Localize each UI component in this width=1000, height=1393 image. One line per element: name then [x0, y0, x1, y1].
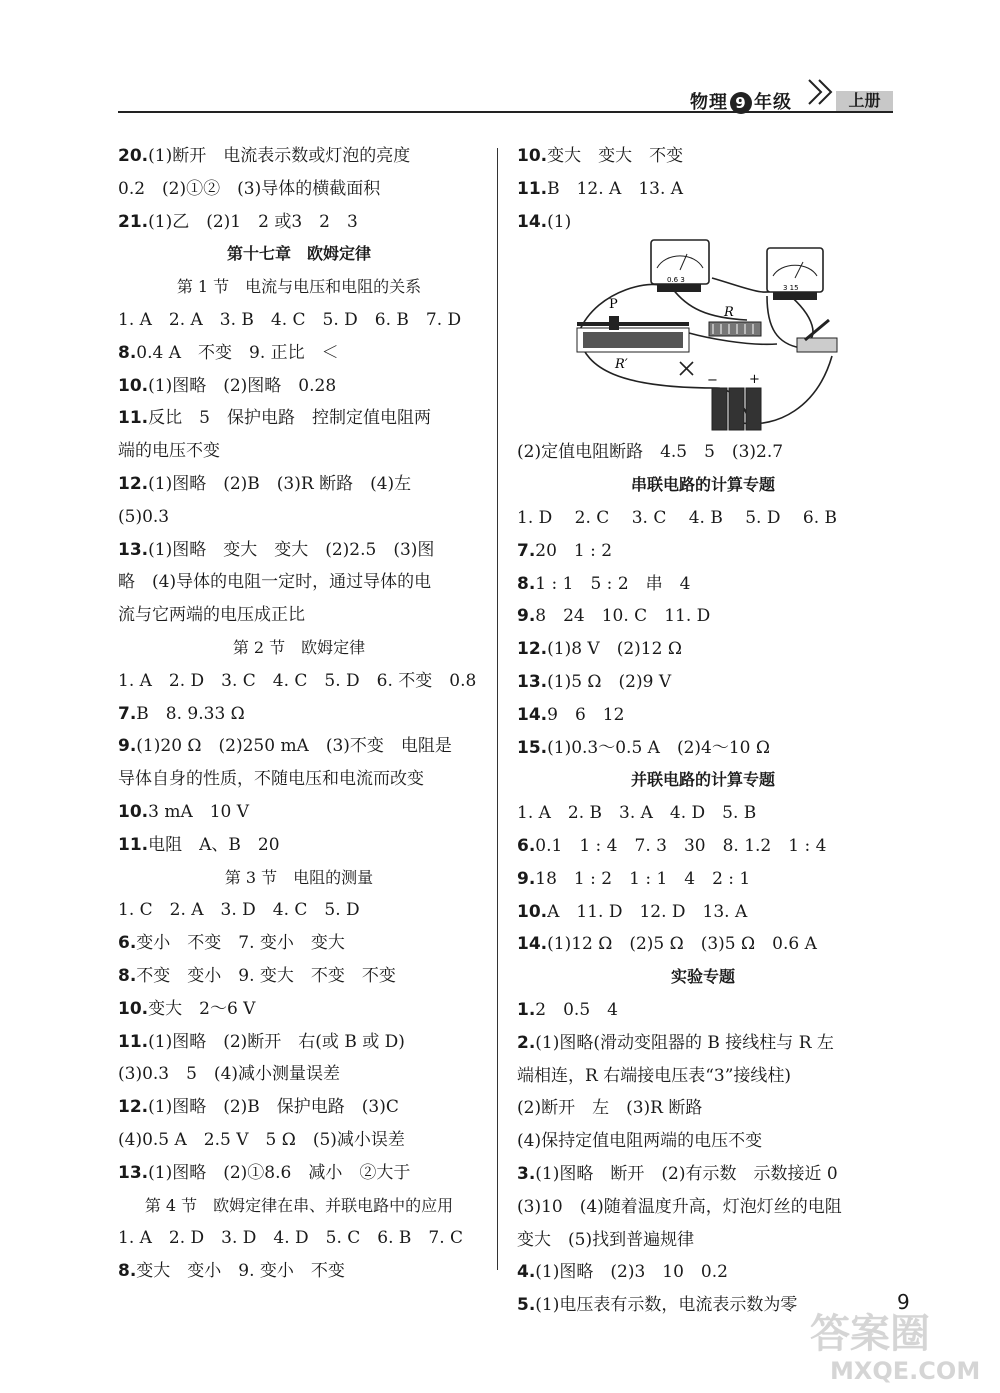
- question-number: 12.: [517, 639, 548, 660]
- answer-line: [118, 468, 480, 501]
- answer-text: 变小 不变 7. 变小 变大: [136, 933, 345, 954]
- answer-text: 8 24 10. C 11. D: [535, 606, 711, 627]
- answer-text: 变大 变小 9. 变小 不变: [136, 1261, 345, 1282]
- subsection-title: 第 3 节 电阻的测量: [224, 867, 374, 887]
- switch-icon: [797, 320, 837, 352]
- answer-text: (1)乙 (2)1 2 或3 2 3: [148, 211, 358, 232]
- answer-text: 流与它两端的电压成正比: [118, 605, 305, 626]
- question-number: 13.: [118, 539, 149, 560]
- answer-text: 端相连，R 右端接电压表“3”接线柱): [517, 1065, 792, 1086]
- question-number: 7.: [118, 703, 137, 724]
- answer-line: [517, 535, 889, 568]
- answer-text: (1)断开 电流表示数或灯泡的亮度: [148, 146, 411, 166]
- answer-text: 0.1 1 : 4 7. 3 30 8. 1.2 1 : 4: [535, 835, 827, 856]
- question-number: 11.: [517, 178, 548, 199]
- answer-line: [517, 1256, 889, 1289]
- answer-text: 导体自身的性质，不随电压和电流而改变: [118, 769, 424, 790]
- battery-minus: −: [707, 373, 718, 389]
- question-number: 11.: [118, 1031, 149, 1052]
- section-title: 串联电路的计算专题: [630, 475, 775, 495]
- question-number: 8.: [118, 342, 137, 363]
- answer-line: [118, 1222, 480, 1255]
- question-number: 6.: [118, 933, 137, 954]
- answer-line: [517, 1158, 889, 1191]
- question-number: 11.: [118, 834, 149, 855]
- answer-text: (2)定值电阻断路 4.5 5 (3)2.7: [517, 442, 784, 463]
- question-number: 14.: [517, 704, 548, 725]
- answer-line: [517, 633, 889, 666]
- slider-label: P: [609, 297, 618, 313]
- answer-text: 略 (4)导体的电阻一定时，通过导体的电: [118, 572, 432, 593]
- answer-line: [118, 960, 480, 993]
- answer-text: (2)断开 左 (3)R 断路: [517, 1098, 703, 1119]
- question-number: 10.: [118, 998, 149, 1019]
- answer-line: [118, 337, 480, 370]
- question-number: 14.: [517, 934, 548, 955]
- question-number: 20.: [118, 146, 149, 166]
- cross-mark-icon: [680, 362, 693, 375]
- answer-line: [118, 173, 480, 206]
- question-number: 9.: [118, 736, 137, 757]
- answer-text: (1)5 Ω (2)9 V: [547, 671, 672, 692]
- answer-line: [517, 666, 889, 699]
- answer-text: 1. A 2. D 3. C 4. C 5. D 6. 不变 0.8: [118, 670, 477, 691]
- header-subject: 物理: [690, 92, 728, 113]
- ammeter-label: 0.6 3: [667, 276, 685, 285]
- question-number: 11.: [118, 408, 149, 429]
- answer-text: (1)图略 (2)B (3)R 断路 (4)左: [148, 473, 412, 494]
- voltmeter-label: 3 15: [783, 284, 799, 293]
- subsection-title: 第 1 节 电流与电压和电阻的关系: [176, 277, 422, 297]
- battery-plus: +: [749, 372, 760, 388]
- answer-text: 反比 5 保护电路 控制定值电阻两: [148, 408, 431, 429]
- svg-text:答案圈: 答案圈: [810, 1311, 930, 1357]
- answer-line: [517, 568, 889, 601]
- answer-text: (1)图略 变大 变大 (2)2.5 (3)图: [148, 539, 435, 560]
- circuit-diagram: [517, 238, 889, 436]
- answer-text: 1. A 2. B 3. A 4. D 5. B: [517, 803, 757, 824]
- answer-line: [517, 863, 889, 896]
- answer-line: [118, 206, 480, 239]
- volume-tag: 上册: [836, 91, 893, 111]
- voltmeter-icon: [767, 248, 823, 300]
- chevron-right-icon: [805, 72, 839, 112]
- answer-text: (1)电压表有示数，电流表示数为零: [535, 1295, 798, 1316]
- answer-text: 1. A 2. D 3. D 4. D 5. C 6. B 7. C: [118, 1228, 464, 1249]
- answer-line: [517, 928, 889, 961]
- resistor-icon: [709, 305, 761, 336]
- question-number: 9.: [517, 606, 536, 627]
- answer-line: [517, 173, 889, 206]
- answer-text: B 12. A 13. A: [547, 178, 684, 199]
- question-number: 10.: [118, 801, 149, 822]
- question-number: 15.: [517, 737, 548, 758]
- question-number: 14.: [517, 211, 548, 232]
- header-subject-grade: [690, 88, 792, 114]
- answer-text: (3)0.3 5 (4)减小测量误差: [118, 1064, 341, 1085]
- answer-line: [118, 1058, 480, 1091]
- answer-line: [118, 599, 480, 632]
- question-number: 4.: [517, 1262, 536, 1283]
- answer-text: B 8. 9.33 Ω: [136, 703, 245, 724]
- answer-text: 变大 (5)找到普遍规律: [517, 1229, 695, 1250]
- answer-line: [118, 894, 480, 927]
- question-number: 10.: [118, 375, 149, 396]
- answer-line: [517, 1191, 889, 1224]
- answer-text: (1)图略 断开 (2)有示数 示数接近 0: [535, 1163, 838, 1184]
- answer-line: [118, 1124, 480, 1157]
- header-grade-suffix: 年级: [754, 92, 792, 113]
- answer-line: [517, 436, 889, 469]
- question-number: 12.: [118, 1097, 149, 1118]
- answer-line: [517, 502, 889, 535]
- answer-line: [118, 829, 480, 862]
- answer-text: (3)10 (4)随着温度升高，灯泡灯丝的电阻: [517, 1196, 842, 1217]
- answer-line: [118, 1091, 480, 1124]
- battery-icon: [707, 372, 761, 430]
- left-column: [118, 140, 480, 1288]
- answer-line: [517, 140, 889, 173]
- answer-line: [517, 732, 889, 765]
- grade-badge: 9: [730, 92, 752, 114]
- answer-line: [517, 896, 889, 929]
- answer-text: 20 1 : 2: [535, 540, 613, 561]
- right-top-lines: [517, 140, 889, 238]
- answer-text: (1)图略 (2)B 保护电路 (3)C: [148, 1097, 399, 1118]
- answer-text: (4)保持定值电阻两端的电压不变: [517, 1131, 763, 1152]
- answer-line: [517, 600, 889, 633]
- question-number: 21.: [118, 211, 149, 232]
- answer-text: 变大 变大 不变: [547, 146, 684, 166]
- answer-line: [118, 796, 480, 829]
- answer-line: [517, 797, 889, 830]
- answer-line: [118, 1255, 480, 1288]
- watermark-logo: [800, 1305, 990, 1385]
- answer-text: (1)图略 (2)断开 右(或 B 或 D): [148, 1031, 405, 1052]
- answer-text: 2 0.5 4: [535, 999, 618, 1020]
- answer-text: (1)0.3～0.5 A (2)4～10 Ω: [547, 737, 770, 758]
- answer-line: [517, 206, 889, 239]
- answer-text: 1. A 2. A 3. B 4. C 5. D 6. B 7. D: [118, 309, 462, 330]
- answer-line: [118, 304, 480, 337]
- answer-text: 0.2 (2)①② (3)导体的横截面积: [118, 178, 381, 199]
- answer-line: [517, 1060, 889, 1093]
- section-title: 实验专题: [670, 967, 735, 987]
- answer-line: [517, 699, 889, 732]
- ammeter-icon: [651, 240, 709, 292]
- answer-text: 电阻 A、B 20: [148, 834, 280, 855]
- question-number: 3.: [517, 1163, 536, 1184]
- answer-text: (1)图略 (2)图略 0.28: [148, 375, 337, 396]
- section-title: 并联电路的计算专题: [630, 770, 775, 790]
- answer-line: [118, 993, 480, 1026]
- subsection-title: 第 4 节 欧姆定律在串、并联电路中的应用: [144, 1195, 454, 1215]
- answer-line: [118, 763, 480, 796]
- answer-text: (1)20 Ω (2)250 mA (3)不变 电阻是: [136, 736, 452, 757]
- answer-line: [517, 1027, 889, 1060]
- section-title: 第十七章 欧姆定律: [226, 244, 371, 264]
- answer-line: [118, 698, 480, 731]
- answer-text: 变大 2～6 V: [148, 998, 256, 1019]
- answer-text: (1)8 V (2)12 Ω: [547, 639, 682, 660]
- answer-text: 1. D 2. C 3. C 4. B 5. D 6. B: [517, 507, 838, 528]
- answer-text: 端的电压不变: [118, 441, 220, 462]
- answer-line: [118, 1157, 480, 1190]
- question-number: 6.: [517, 835, 536, 856]
- answer-line: [118, 665, 480, 698]
- answer-line: [118, 730, 480, 763]
- rheostat-label: R′: [615, 357, 628, 373]
- answer-line: [517, 994, 889, 1027]
- answer-line: [118, 566, 480, 599]
- answer-line: [118, 435, 480, 468]
- answer-text: (1)图略(滑动变阻器的 B 接线柱与 R 左: [535, 1032, 834, 1053]
- answer-text: 3 mA 10 V: [148, 801, 250, 822]
- answer-text: (4)0.5 A 2.5 V 5 Ω (5)减小误差: [118, 1129, 405, 1150]
- answer-text: (1)12 Ω (2)5 Ω (3)5 Ω 0.6 A: [547, 934, 817, 955]
- answer-text: 18 1 : 2 1 : 1 4 2 : 1: [535, 868, 751, 889]
- circuit-svg: [517, 238, 889, 436]
- question-number: 1.: [517, 999, 536, 1020]
- resistor-label: R: [724, 305, 734, 321]
- right-column: [517, 140, 889, 1322]
- column-divider: [497, 148, 498, 1270]
- answer-text: 9 6 12: [547, 704, 625, 725]
- question-number: 5.: [517, 1295, 536, 1316]
- right-bottom-lines: [517, 436, 889, 1322]
- answer-text: 不变 变小 9. 变大 不变 不变: [136, 965, 396, 986]
- page-number: 9: [897, 1290, 910, 1314]
- question-number: 8.: [118, 1261, 137, 1282]
- question-number: 10.: [517, 901, 548, 922]
- question-number: 13.: [118, 1162, 149, 1183]
- answer-text: (1)图略 (2)①8.6 减小 ②大于: [148, 1162, 411, 1183]
- answer-text: A 11. D 12. D 13. A: [547, 901, 748, 922]
- answer-line: [118, 140, 480, 173]
- answer-line: [118, 501, 480, 534]
- question-number: 10.: [517, 146, 548, 166]
- answer-line: [118, 534, 480, 567]
- answer-line: [517, 830, 889, 863]
- answer-line: [118, 1026, 480, 1059]
- answer-text: 0.4 A 不变 9. 正比 ＜: [136, 342, 339, 363]
- question-number: 9.: [517, 868, 536, 889]
- answer-text: (1)图略 (2)3 10 0.2: [535, 1262, 728, 1283]
- answer-line: [517, 1224, 889, 1257]
- answer-line: [118, 370, 480, 403]
- answer-line: [118, 927, 480, 960]
- question-number: 8.: [517, 573, 536, 594]
- answer-line: [118, 402, 480, 435]
- subsection-title: 第 2 节 欧姆定律: [232, 637, 366, 657]
- rheostat-icon: [577, 297, 689, 372]
- answer-line: [517, 1092, 889, 1125]
- question-number: 12.: [118, 473, 149, 494]
- question-number: 7.: [517, 540, 536, 561]
- answer-line: [517, 1125, 889, 1158]
- svg-text:MXQE.COM: MXQE.COM: [830, 1357, 981, 1385]
- answer-text: 1. C 2. A 3. D 4. C 5. D: [118, 900, 360, 921]
- answer-text: (5)0.3: [118, 506, 170, 527]
- question-number: 13.: [517, 671, 548, 692]
- question-number: 8.: [118, 965, 137, 986]
- question-number: 2.: [517, 1032, 536, 1053]
- answer-text: (1): [547, 211, 572, 232]
- answer-text: 1 : 1 5 : 2 串 4: [535, 573, 691, 594]
